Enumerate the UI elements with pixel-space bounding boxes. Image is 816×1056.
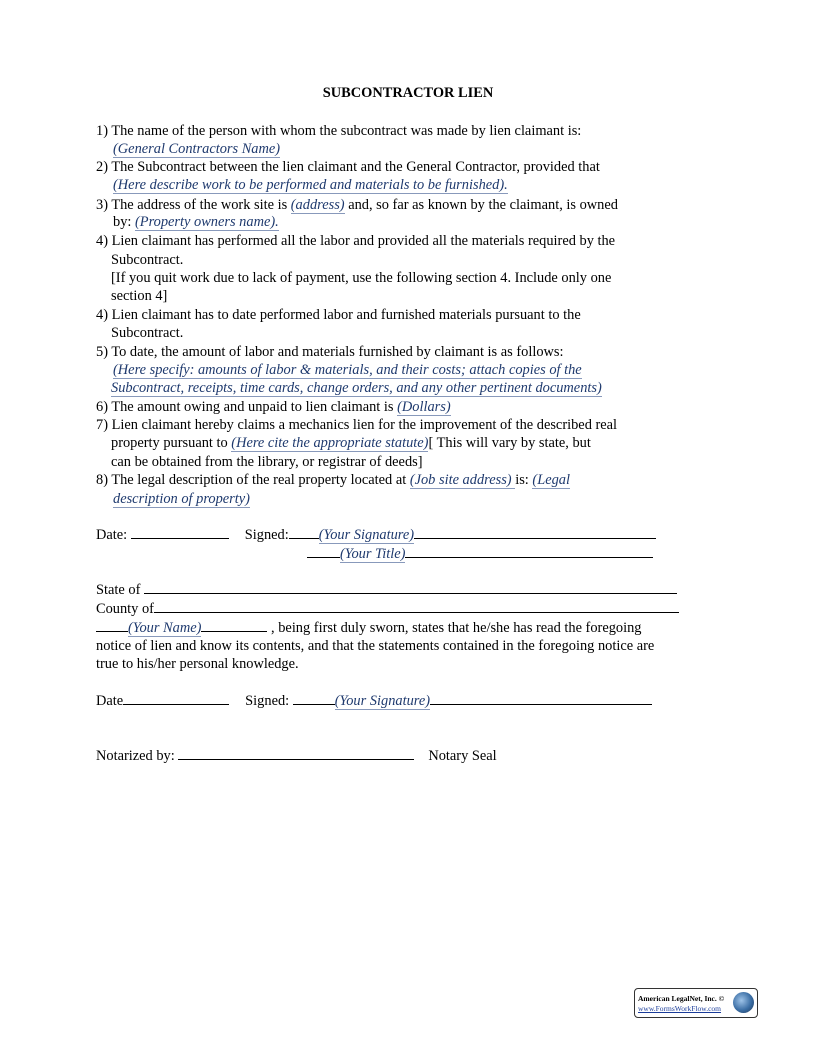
item-3-text-b: and, so far as known by the claimant, is owned xyxy=(344,197,618,213)
legal-description-field[interactable]: (Legal xyxy=(532,472,570,488)
state-blank[interactable] xyxy=(144,581,677,594)
job-site-address-field[interactable]: (Job site address) xyxy=(409,472,516,488)
item-5-fill-line-1 xyxy=(113,361,582,379)
company-logo xyxy=(634,988,758,1018)
name-blank-pre[interactable] xyxy=(96,619,128,632)
instruction-note-text-1: [If you quit work due to lack of payment, use the following section 4. Include only one xyxy=(111,270,612,286)
instruction-note-text-2: section 4] xyxy=(111,288,168,304)
item-3-text-a: 3) The address of the work site is xyxy=(96,197,291,213)
signature-blank-post[interactable] xyxy=(414,526,656,539)
item-4a-text-2: Subcontract. xyxy=(111,252,184,268)
item-1-fill-line xyxy=(113,140,280,158)
signed-label: Signed: xyxy=(244,527,289,543)
title-row xyxy=(307,545,653,563)
notary-date-blank[interactable] xyxy=(123,692,229,705)
item-7-text-2b: [ This will vary by state, but xyxy=(428,435,591,451)
item-4b-line-2 xyxy=(111,324,183,342)
signature-blank-pre[interactable] xyxy=(289,526,319,539)
instruction-note xyxy=(111,269,611,287)
item-3-line-2 xyxy=(113,213,279,231)
item-7-text-2a: property pursuant to xyxy=(111,435,232,451)
oath-line-2 xyxy=(96,637,654,655)
your-title-field[interactable]: (Your Title) xyxy=(340,546,406,562)
oath-line-1 xyxy=(96,619,642,637)
your-name-field[interactable]: (Your Name) xyxy=(128,620,202,636)
notarized-row xyxy=(96,747,497,765)
item-4b-text-2: Subcontract. xyxy=(111,325,184,341)
county-blank[interactable] xyxy=(154,600,679,613)
oath-text-2: notice of lien and know its contents, and that the statements contained in the foregoing notice are xyxy=(96,638,655,654)
item-5 xyxy=(96,343,564,361)
notary-signature-blank-pre[interactable] xyxy=(293,692,335,705)
labor-materials-field-2[interactable]: Subcontract, receipts, time cards, change orders, and any other pertinent documents) xyxy=(111,380,602,396)
item-8 xyxy=(96,471,570,489)
item-8-text-a: 8) The legal description of the real property located at xyxy=(96,472,410,488)
labor-materials-field-1[interactable]: (Here specify: amounts of labor & materials, and their costs; attach copies of the xyxy=(113,362,582,378)
notary-your-signature-field[interactable]: (Your Signature) xyxy=(334,693,431,709)
statute-field[interactable]: (Here cite the appropriate statute) xyxy=(231,435,429,451)
item-7-text-3: can be obtained from the library, or registrar of deeds] xyxy=(111,454,423,470)
item-7-line-3 xyxy=(111,453,423,471)
notary-date-signature-row xyxy=(96,692,652,710)
item-8-line-2 xyxy=(113,490,250,508)
notarized-blank[interactable] xyxy=(178,747,414,760)
notarized-label: Notarized by: xyxy=(96,748,179,764)
oath-line-3 xyxy=(96,655,299,673)
item-6-text: 6) The amount owing and unpaid to lien claimant is xyxy=(96,399,398,415)
legal-description-field-2[interactable]: description of property) xyxy=(113,491,250,507)
globe-icon xyxy=(733,992,754,1013)
state-label: State of xyxy=(96,582,144,598)
item-2 xyxy=(96,158,600,176)
notary-signed-label: Signed: xyxy=(245,693,293,709)
notary-date-label: Date xyxy=(96,693,124,709)
title-blank-pre[interactable] xyxy=(307,545,340,558)
item-2-text: 2) The Subcontract between the lien claimant and the General Contractor, provided that xyxy=(96,159,600,175)
item-4a-text-1: 4) Lien claimant has performed all the labor and provided all the materials required by the xyxy=(96,233,616,249)
oath-text-1: , being first duly sworn, states that he/she has read the foregoing xyxy=(267,620,642,636)
notary-seal-label: Notary Seal xyxy=(428,748,497,764)
dollars-field[interactable]: (Dollars) xyxy=(397,399,451,415)
notary-signature-blank-post[interactable] xyxy=(430,692,652,705)
item-2-fill-line xyxy=(113,176,508,194)
item-7-text-1: 7) Lien claimant hereby claims a mechanics lien for the improvement of the described real xyxy=(96,417,618,433)
item-5-text: 5) To date, the amount of labor and materials furnished by claimant is as follows: xyxy=(96,344,564,360)
company-name: American LegalNet, Inc. © xyxy=(638,994,725,1003)
item-1 xyxy=(96,122,581,140)
county-label: County of xyxy=(96,601,154,617)
title-blank-post[interactable] xyxy=(405,545,653,558)
item-7-line-2 xyxy=(111,434,591,452)
date-blank[interactable] xyxy=(131,526,229,539)
company-url-link[interactable]: www.FormsWorkFlow.com xyxy=(638,1004,722,1013)
item-6 xyxy=(96,398,451,416)
county-row xyxy=(96,600,679,618)
date-signature-row xyxy=(96,526,656,544)
work-description-field[interactable]: (Here describe work to be performed and materials to be furnished). xyxy=(113,177,508,193)
your-signature-field[interactable]: (Your Signature) xyxy=(318,527,415,543)
item-7 xyxy=(96,416,617,434)
property-owner-field[interactable]: (Property owners name). xyxy=(135,214,279,230)
item-3-text-c: by: xyxy=(113,214,135,230)
instruction-note-line-2 xyxy=(111,287,167,305)
item-4b-text-1: 4) Lien claimant has to date performed labor and furnished materials pursuant to the xyxy=(96,307,581,323)
document-title: SUBCONTRACTOR LIEN xyxy=(322,85,494,101)
oath-text-3: true to his/her personal knowledge. xyxy=(96,656,299,672)
item-4b xyxy=(96,306,581,324)
item-1-text: 1) The name of the person with whom the subcontract was made by lien claimant is: xyxy=(96,123,582,139)
state-row xyxy=(96,581,677,599)
item-4a-line-2 xyxy=(111,251,183,269)
item-3 xyxy=(96,196,618,214)
item-8-text-b: is: xyxy=(515,472,533,488)
item-5-fill-line-2 xyxy=(111,379,602,397)
item-4a xyxy=(96,232,615,250)
address-field[interactable]: (address) xyxy=(290,197,345,213)
name-blank-post[interactable] xyxy=(201,619,267,632)
general-contractor-field[interactable]: (General Contractors Name) xyxy=(113,141,281,157)
date-label: Date: xyxy=(96,527,131,543)
